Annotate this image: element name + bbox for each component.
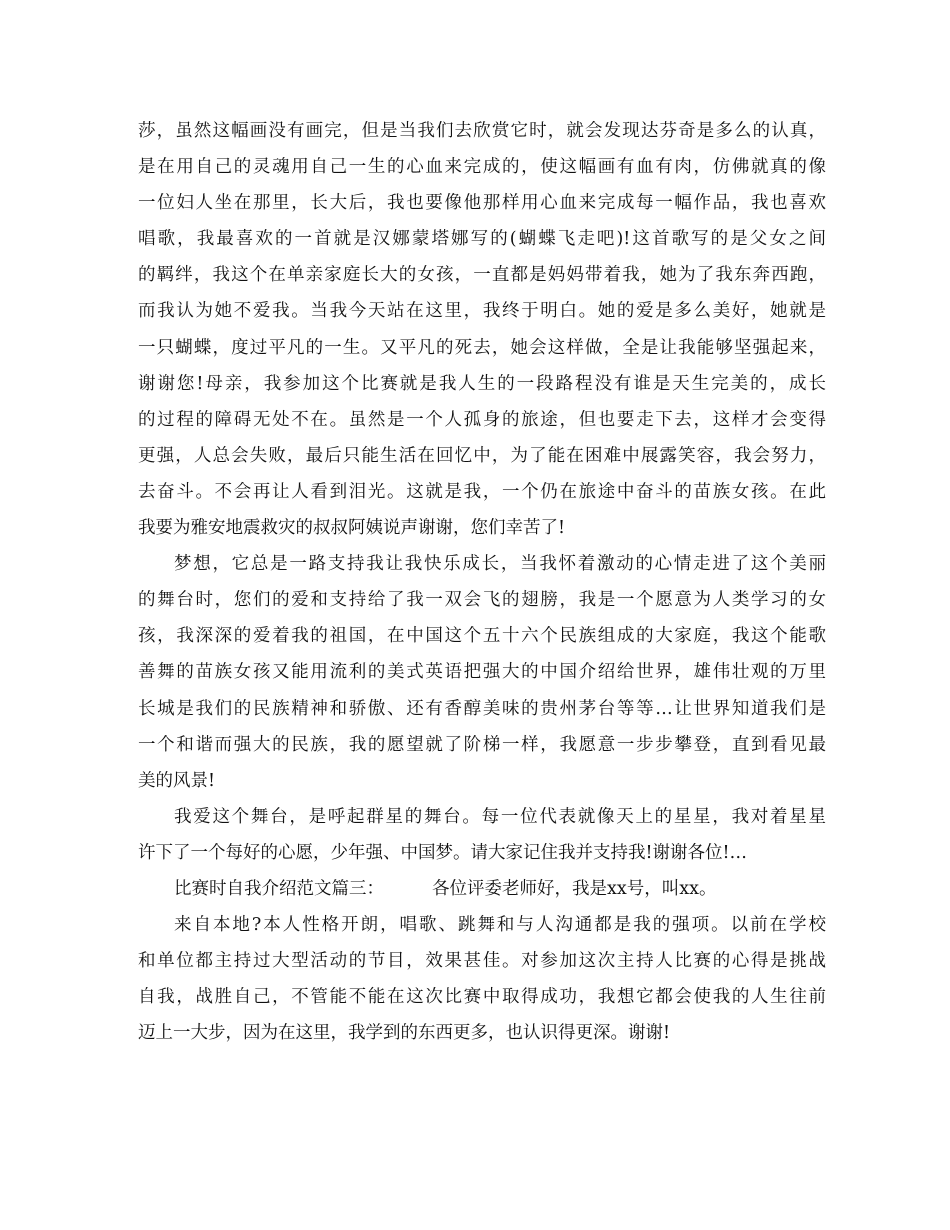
text-line: 和单位都主持过大型活动的节目，效果甚佳。对参加这次主持人比赛的心得是挑战: [138, 951, 826, 972]
text-line: 谢谢您!母亲，我参加这个比赛就是我人生的一段路程没有谁是天生完美的，成长: [138, 373, 826, 394]
paragraph-4: [138, 907, 826, 1051]
greeting-text: 各位评委老师好，我是xx号，叫xx。: [432, 878, 717, 899]
text-line: 更强，人总会失败，最后只能生活在回忆中，为了能在困难中展露笑容，我会努力，: [138, 445, 826, 466]
heading-line: [138, 871, 826, 907]
section-title: 比赛时自我介绍范文篇三：: [174, 878, 384, 899]
text-line: 善舞的苗族女孩又能用流利的美式英语把强大的中国介绍给世界，雄伟壮观的万里: [138, 662, 826, 683]
text-line: 美的风景!: [138, 770, 216, 791]
text-line: 我爱这个舞台，是呼起群星的舞台。每一位代表就像天上的星星，我对着星星: [174, 806, 826, 827]
text-line: 我要为雅安地震救灾的叔叔阿姨说声谢谢，您们幸苦了!: [138, 518, 566, 539]
text-line: 唱歌，我最喜欢的一首就是汉娜蒙塔娜写的(蝴蝶飞走吧)!这首歌写的是父女之间: [138, 229, 826, 250]
text-line: 的过程的障碍无处不在。虽然是一个人孤身的旅途，但也要走下去，这样才会变得: [138, 409, 826, 430]
text-line: 来自本地?本人性格开朗，唱歌、跳舞和与人沟通都是我的强项。以前在学校: [174, 915, 826, 936]
text-line: 一只蝴蝶，度过平凡的一生。又平凡的死去，她会这样做，全是让我能够坚强起来，: [138, 337, 826, 358]
text-line: 的羁绊，我这个在单亲家庭长大的女孩，一直都是妈妈带着我，她为了我东奔西跑，: [138, 265, 826, 286]
text-line: 迈上一大步，因为在这里，我学到的东西更多，也认识得更深。谢谢!: [138, 1023, 671, 1044]
paragraph-2: [138, 546, 826, 799]
text-line: 一个和谐而强大的民族，我的愿望就了阶梯一样，我愿意一步步攀登，直到看见最: [138, 734, 826, 755]
paragraph-3: [138, 799, 826, 871]
text-line: 梦想，它总是一路支持我让我快乐成长，当我怀着激动的心情走进了这个美丽: [174, 554, 826, 575]
text-line: 孩，我深深的爱着我的祖国，在中国这个五十六个民族组成的大家庭，我这个能歌: [138, 626, 826, 647]
paragraph-1: [138, 113, 826, 546]
text-line: 是在用自己的灵魂用自己一生的心血来完成的，使这幅画有血有肉，仿佛就真的像: [138, 157, 826, 178]
text-line: 去奋斗。不会再让人看到泪光。这就是我，一个仍在旅途中奋斗的苗族女孩。在此: [138, 481, 826, 502]
text-line: 而我认为她不爱我。当我今天站在这里，我终于明白。她的爱是多么美好，她就是: [138, 301, 826, 322]
text-line: 自我，战胜自己，不管能不能在这次比赛中取得成功，我想它都会使我的人生往前: [138, 987, 826, 1008]
text-line: 莎，虽然这幅画没有画完，但是当我们去欣赏它时，就会发现达芬奇是多么的认真，: [138, 121, 826, 141]
text-line: 长城是我们的民族精神和骄傲、还有香醇美味的贵州茅台等等…让世界知道我们是: [138, 698, 826, 719]
text-line: 一位妇人坐在那里，长大后，我也要像他那样用心血来完成每一幅作品，我也喜欢: [138, 193, 826, 214]
section-heading: [138, 871, 826, 907]
document-body: [138, 113, 826, 1051]
text-line: 的舞台时，您们的爱和支持给了我一双会飞的翅膀，我是一个愿意为人类学习的女: [138, 590, 826, 611]
text-line: 许下了一个每好的心愿，少年强、中国梦。请大家记住我并支持我!谢谢各位!…: [138, 842, 748, 863]
